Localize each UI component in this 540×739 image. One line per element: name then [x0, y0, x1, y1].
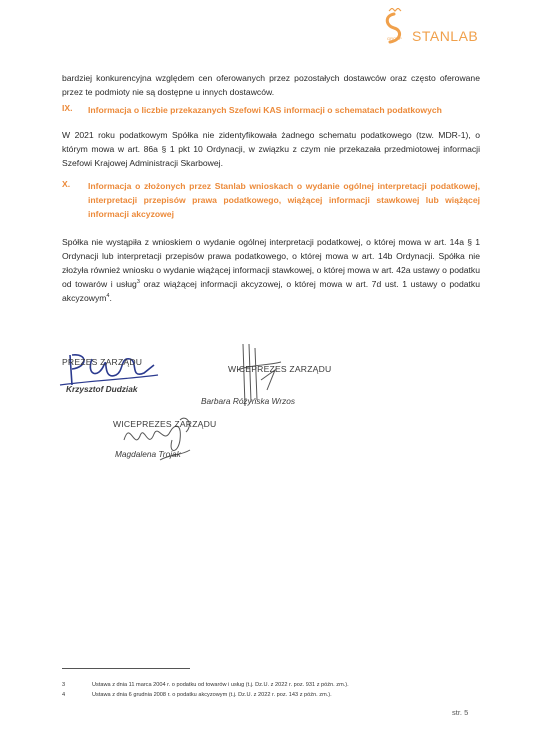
section-ix-body: W 2021 roku podatkowym Spółka nie zidentyfikowała żadnego schematu podatkowego (tzw. MDR-1), o którym mowa w art. 86a § 1 pkt 10 Ordynacji, w związku z czym nie przekazała przedmiotowej informacji Szefowi Krajowej Administracji Skarbowej. [62, 130, 480, 168]
footnote-4 [62, 692, 332, 698]
section-x-heading: Informacja o złożonych przez Stanlab wnioskach o wydanie ogólnej interpretacji podatkowej, interpretacji przepisów prawa podatkowego, wiążącej informacji stawkowej lub wiążącej informacji akcyzowej [88, 181, 480, 219]
footnote-3 [62, 682, 349, 688]
footnote-ref-4: 4 [106, 293, 110, 300]
section-x-body-end: . [109, 293, 112, 303]
section-x-body [62, 235, 480, 305]
footnote-3-text: Ustawa z dnia 11 marca 2004 r. o podatku od towarów i usług (t.j. Dz.U. z 2022 r. poz. 931 z późn. zm.). [92, 682, 349, 688]
footnote-4-text: Ustawa z dnia 6 grudnia 2008 r. o podatku akcyzowym (t.j. Dz.U. z 2022 r. poz. 143 z późn. zm.). [92, 692, 332, 698]
intro-paragraph: bardziej konkurencyjna względem cen oferowanych przez pozostałych dostawców oraz często oferowane przez te podmioty nie są dostępne u innych dostawców. [62, 73, 480, 97]
logo-text: STANLAB [412, 28, 479, 44]
logo-subtext: GROUP [387, 36, 402, 41]
signature-1-name: Krzysztof Dudziak [66, 384, 138, 394]
signature-3-name: Magdalena Trojak [115, 449, 181, 459]
signature-2-title: WICEPREZES ZARZĄDU [228, 364, 332, 374]
section-x-body-part1: Spółka nie wystąpiła z wnioskiem o wydanie ogólnej interpretacji podatkowej, o której mowa w art. 14a § 1 Ordynacji lub interpretacji przepisów prawa podatkowego, o której mowa w art. 14b Ordynacji. Spółka nie złożyła również wniosku o wydanie wiążącej informacji stawkowej, o której mowa w art. 42a ustawy o podatku od towarów i usług [62, 237, 480, 289]
page-number: str. 5 [452, 708, 469, 717]
section-x-body-part2: oraz wiążącej informacji akcyzowej, o której mowa w art. 7d ust. 1 ustawy o podatku akcyzowym [62, 279, 480, 303]
signature-3-title: WICEPREZES ZARZĄDU [113, 419, 217, 429]
section-ix-number: IX. [62, 103, 73, 113]
footnote-divider [62, 668, 190, 669]
signature-2-name: Barbara Różyńska Wrzos [201, 396, 296, 406]
footnote-ref-3: 3 [136, 279, 140, 286]
section-x-number: X. [62, 179, 71, 189]
footnote-3-number: 3 [62, 682, 66, 688]
section-ix-heading: Informacja o liczbie przekazanych Szefowi KAS informacji o schematach podatkowych [88, 105, 442, 115]
footnote-4-number: 4 [62, 692, 66, 698]
signature-1-title: PREZES ZARZĄDU [62, 357, 143, 367]
